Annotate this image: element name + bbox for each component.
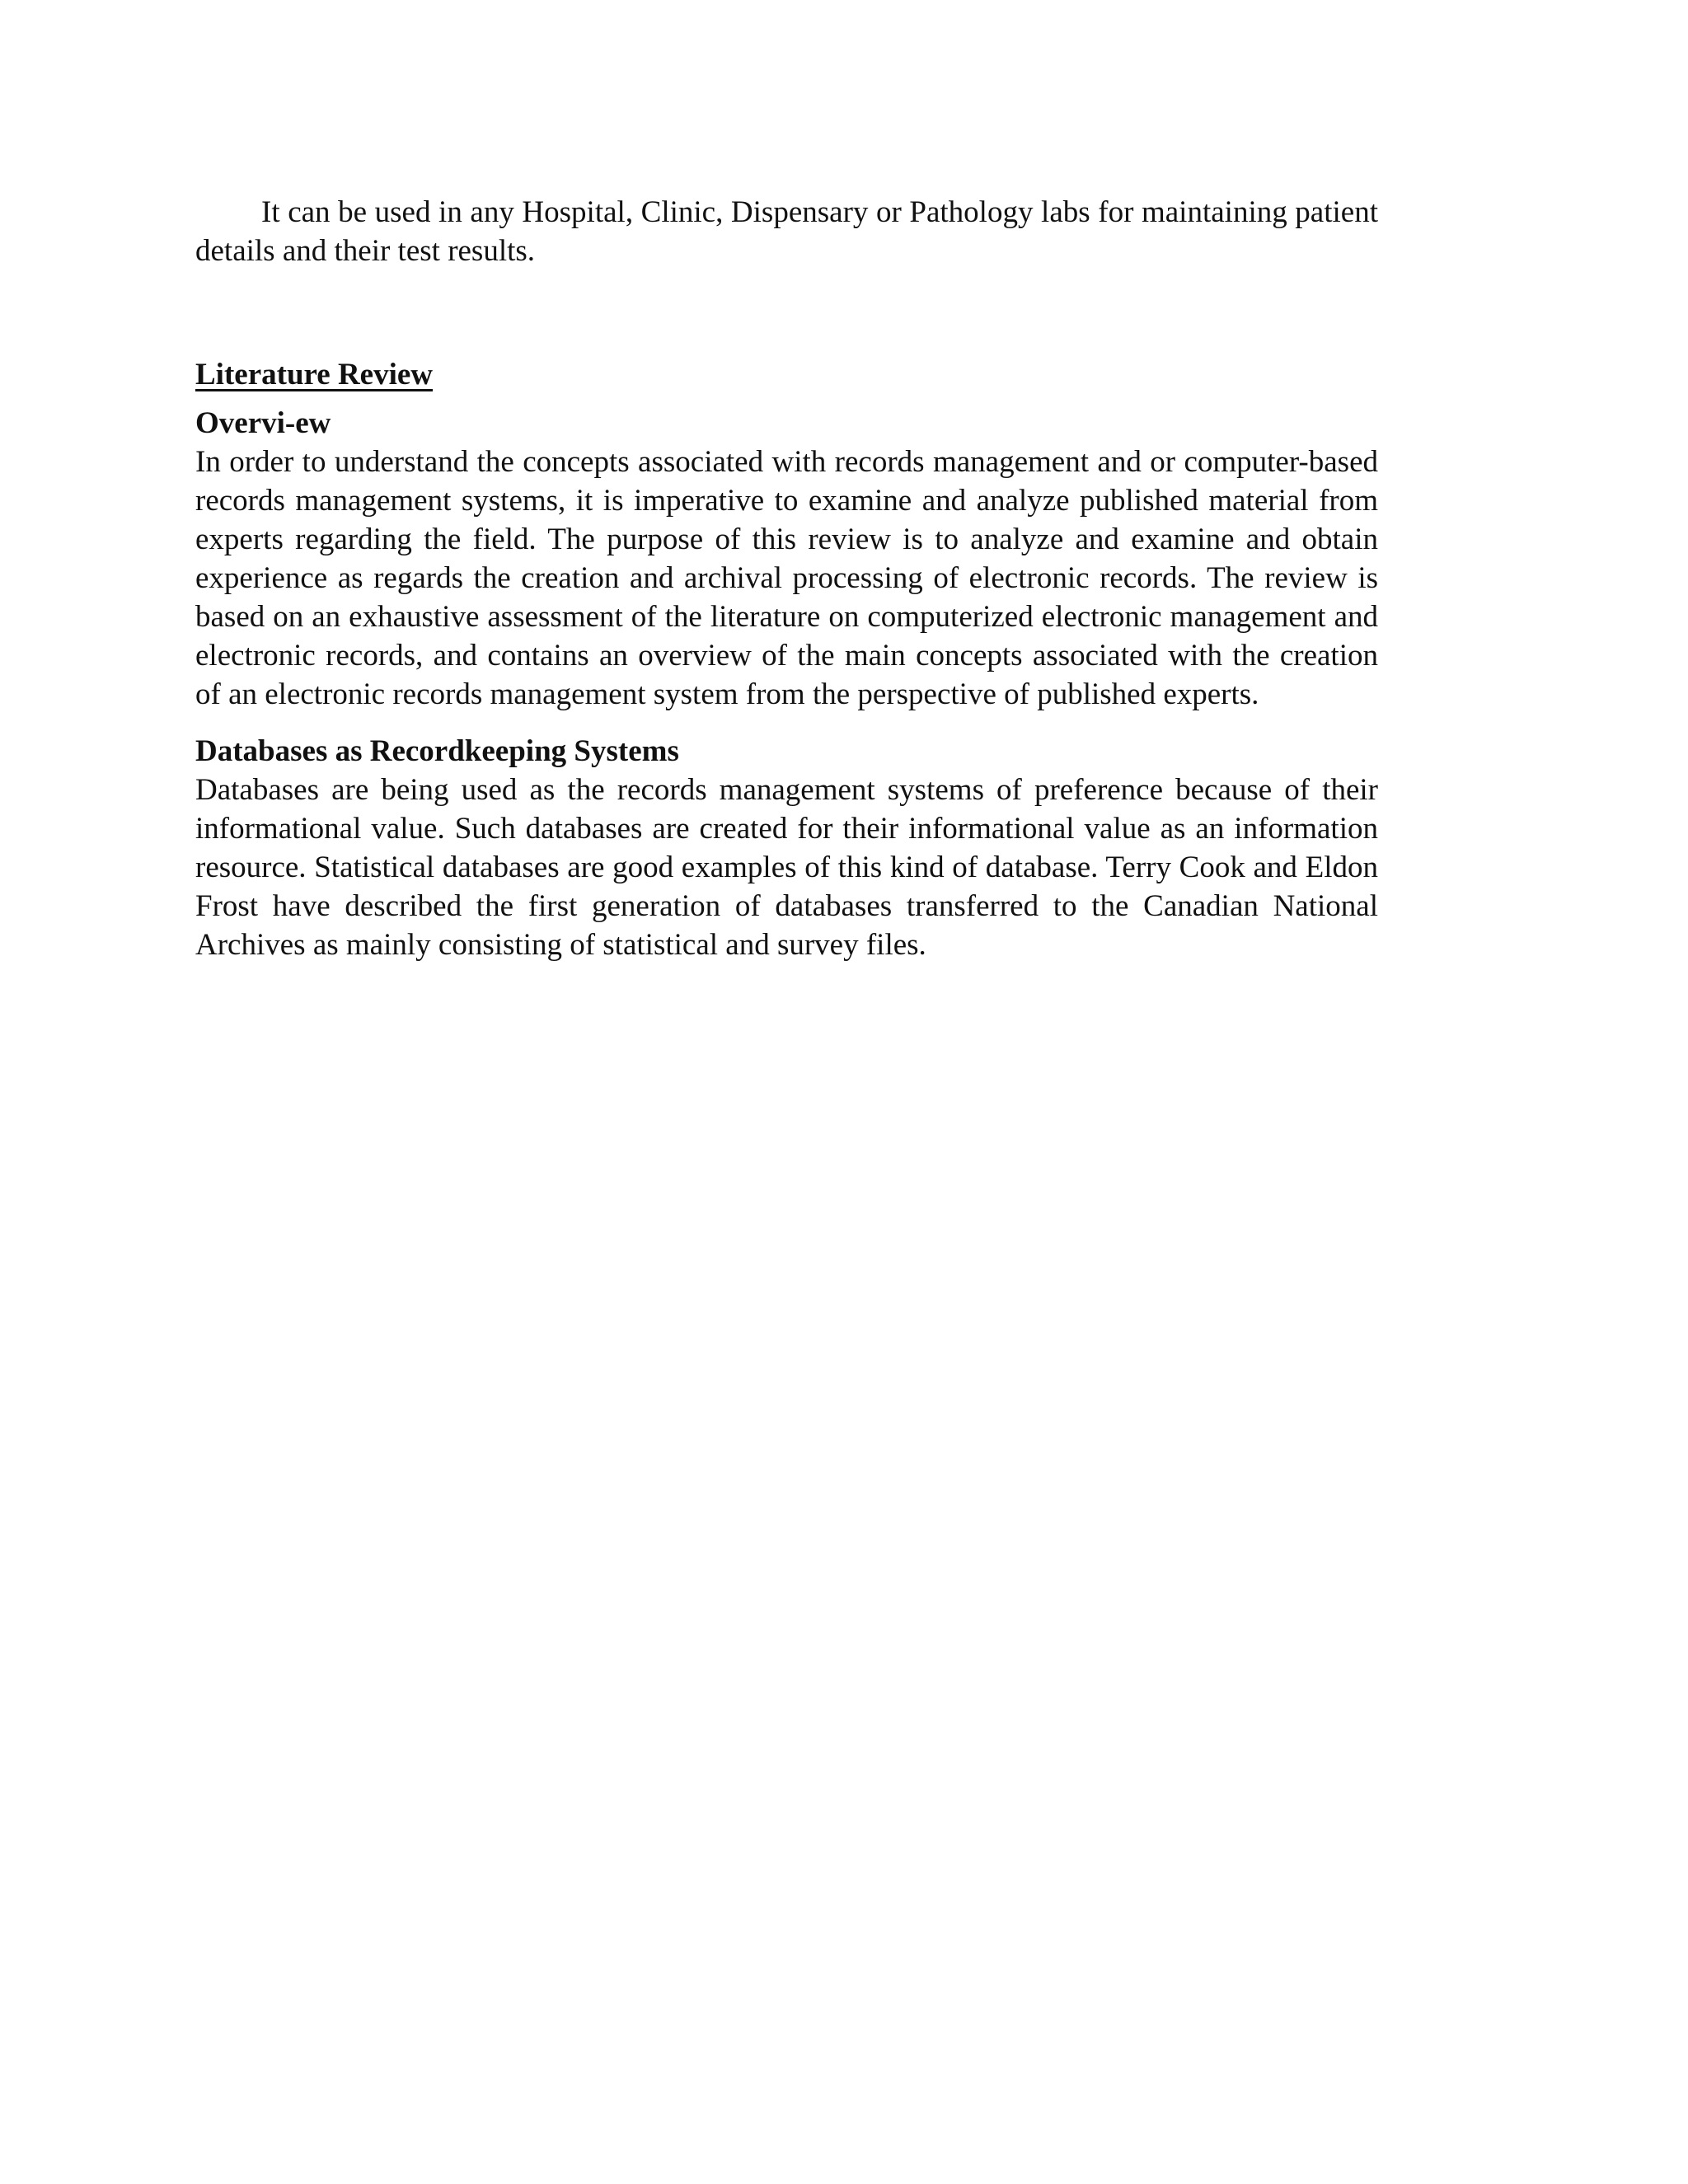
subsection-title-overview: Overvi-ew [195, 406, 331, 440]
databases-paragraph: Databases are being used as the records management systems of preference because of their informational value. Such databases are created for their informational value as an information resource. Statistical databases are good examples of this kind of database. Terry Cook and Eldon Frost have described the first generation of databases transferred to the Canadian National Archives as mainly consisting of statistical and survey files. [195, 773, 1378, 962]
document-page [195, 193, 1378, 964]
overview-paragraph: In order to understand the concepts associated with records management and or computer-based records management systems, it is imperative to examine and analyze published material from experts regarding the field. The purpose of this review is to analyze and examine and obtain experience as regards the creation and archival processing of electronic records. The review is based on an exhaustive assessment of the literature on computerized electronic management and electronic records, and contains an overview of the main concepts associated with the creation of an electronic records management system from the perspective of published experts. [195, 445, 1378, 711]
intro-paragraph: It can be used in any Hospital, Clinic, Dispensary or Pathology labs for maintaining patient details and their test results. [195, 195, 1378, 268]
section-title-literature-review: Literature Review [195, 358, 434, 391]
subsection-title-databases: Databases as Recordkeeping Systems [195, 734, 679, 768]
